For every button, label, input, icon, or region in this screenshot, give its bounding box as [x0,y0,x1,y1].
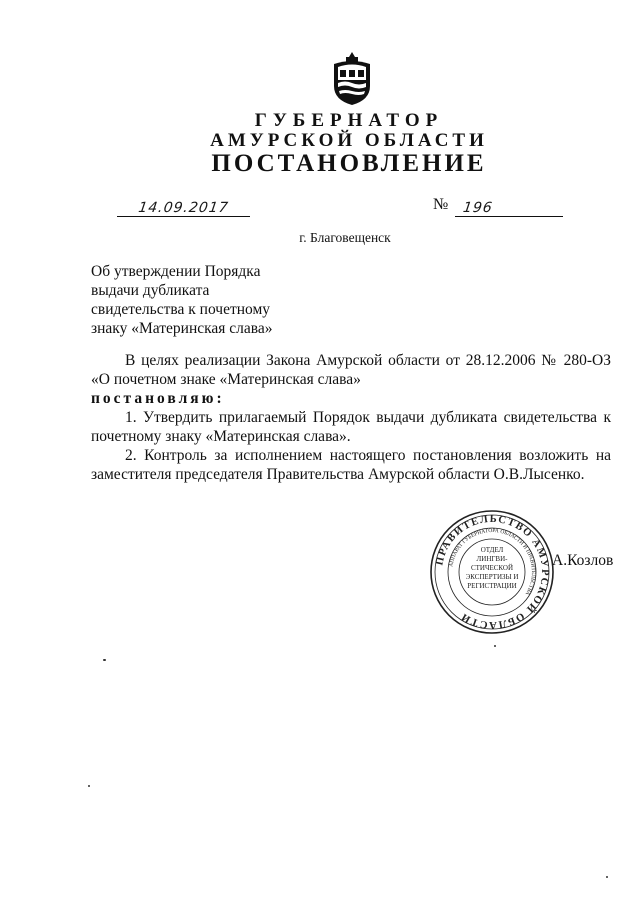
subject-line: знаку «Материнская слава» [91,320,273,337]
item-1-paragraph: 1. Утвердить прилагаемый Порядок выдачи дубликата свидетельства к почетному знаку «Материнская слава». [91,409,611,445]
handwritten-number: 196 [461,200,494,216]
subject-line: выдачи дубликата [91,282,210,299]
stamp-center-line: РЕГИСТРАЦИИ [467,582,517,590]
stamp-center-line: ЭКСПЕРТИЗЫ И [465,573,519,581]
stamp-center-line: СТИЧЕСКОЙ [470,564,514,572]
number-sign: № [433,196,449,213]
subject-block [91,262,351,338]
subject-line: свидетельства к почетному [91,301,271,318]
official-stamp [428,508,556,636]
stamp-center-line: ЛИНГВИ- [476,555,508,563]
scan-speck [103,659,106,661]
handwritten-date: 14.09.2017 [137,200,230,216]
intro-paragraph: В целях реализации Закона Амурской области от 28.12.2006 № 280-ОЗ «О почетном знаке «Материнская слава» [91,352,611,388]
coat-of-arms-icon [329,50,375,106]
date-field [117,198,250,217]
city-line: г. Благовещенск [299,230,391,245]
document-body [91,351,611,484]
issuer-title-line1: ГУБЕРНАТОР [254,110,444,131]
subject-line: Об утверждении Порядка [91,263,261,280]
resolve-heading: постановляю: [91,390,225,407]
scan-speck [606,876,608,878]
stamp-outer-text: ПРАВИТЕЛЬСТВО АМУРСКОЙ ОБЛАСТИ [434,513,551,631]
stamp-inner-text: АППАРАТ ГУБЕРНАТОРА ОБЛАСТИ И ПРАВИТЕЛЬСТВА [448,527,537,597]
issuer-title-line2: АМУРСКОЙ ОБЛАСТИ [210,130,488,151]
signatory-name: А.Козлов [552,552,614,569]
item-2-paragraph: 2. Контроль за исполнением настоящего постановления возложить на заместителя председателя Правительства Амурской области О.В.Лысенко. [91,447,611,483]
document-type-title: ПОСТАНОВЛЕНИЕ [211,150,487,177]
scan-speck [494,645,496,647]
scan-speck [88,785,90,787]
number-field [455,198,563,217]
stamp-center-line: ОТДЕЛ [480,546,504,554]
